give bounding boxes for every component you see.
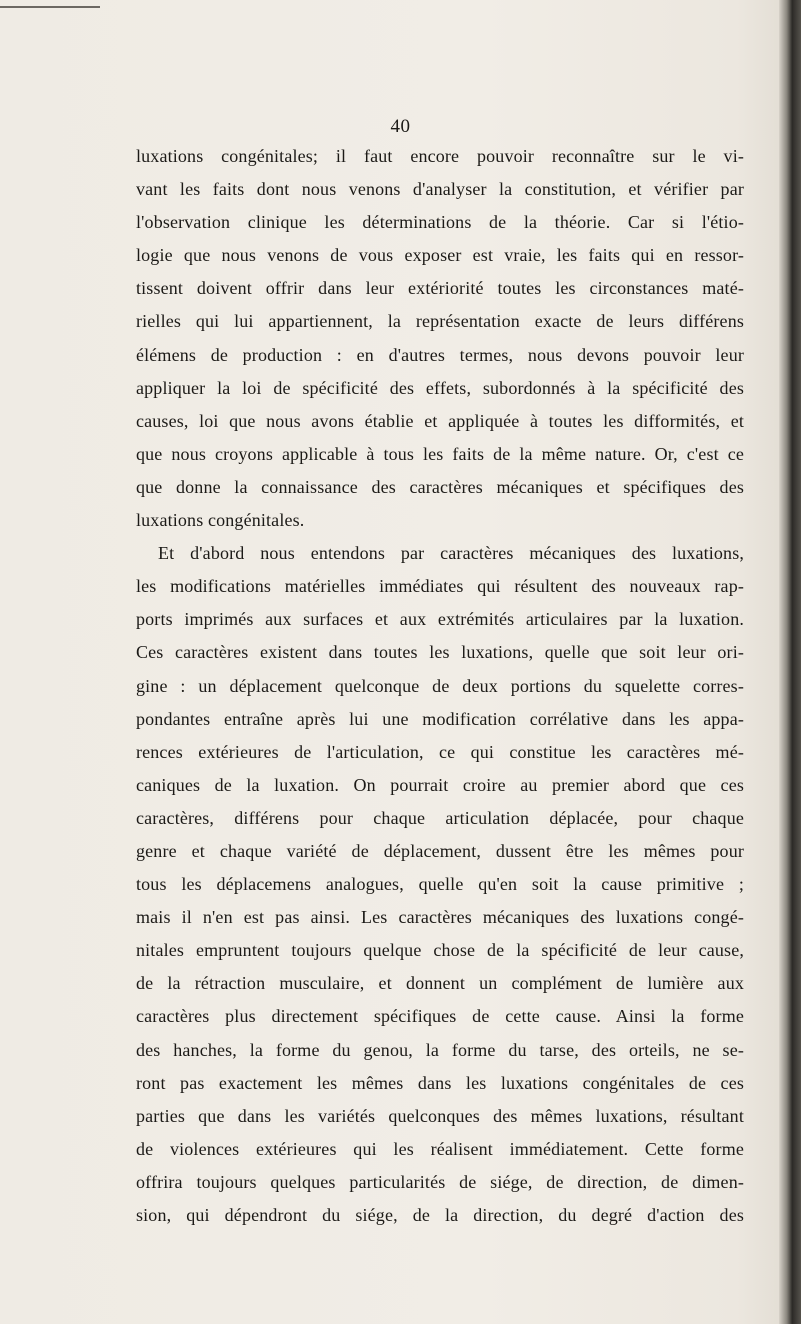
binding-edge (779, 0, 801, 1324)
text-line: parties que dans les variétés quelconques des mêmes luxations, résultant (136, 1105, 744, 1126)
text-line: l'observation clinique les déterminations de la théorie. Car si l'étio- (136, 212, 744, 233)
text-line: les modifications matérielles immédiates qui résultent des nouveaux rap- (136, 576, 744, 597)
text-line: caniques de la luxation. On pourrait croire au premier abord que ces (136, 774, 744, 795)
text-line: Ces caractères existent dans toutes les luxations, quelle que soit leur ori- (136, 642, 744, 663)
text-line: nitales empruntent toujours quelque chose de la spécificité de leur cause, (136, 940, 744, 961)
text-line: luxations congénitales; il faut encore pouvoir reconnaître sur le vi- (136, 146, 744, 166)
text-line: de violences extérieures qui les réalisent immédiatement. Cette forme (136, 1138, 744, 1159)
text-line: causes, loi que nous avons établie et appliquée à toutes les difformités, et (136, 410, 744, 431)
text-line: genre et chaque variété de déplacement, dussent être les mêmes pour (136, 840, 744, 861)
text-line: que nous croyons applicable à tous les faits de la même nature. Or, c'est ce (136, 443, 744, 464)
text-line: caractères plus directement spécifiques de cette cause. Ainsi la forme (136, 1006, 744, 1027)
text-line: caractères, différens pour chaque articulation déplacée, pour chaque (136, 807, 744, 828)
text-line: pondantes entraîne après lui une modification corrélative dans les appa- (136, 708, 744, 729)
text-line: offrira toujours quelques particularités de siége, de direction, de dimen- (136, 1171, 744, 1192)
text-line: appliquer la loi de spécificité des effets, subordonnés à la spécificité des (136, 377, 744, 398)
text-line: rielles qui lui appartiennent, la représentation exacte de leurs différens (136, 311, 744, 332)
text-line: Et d'abord nous entendons par caractères mécaniques des luxations, (158, 543, 744, 564)
text-line: de la rétraction musculaire, et donnent un complément de lumière aux (136, 973, 744, 994)
text-line: ront pas exactement les mêmes dans les luxations congénitales de ces (136, 1072, 744, 1093)
text-line: rences extérieures de l'articulation, ce qui constitue les caractères mé- (136, 741, 744, 762)
text-line: ports imprimés aux surfaces et aux extrémités articulaires par la luxation. (136, 609, 744, 630)
text-line: gine : un déplacement quelconque de deux portions du squelette corres- (136, 675, 744, 696)
text-line: élémens de production : en d'autres termes, nous devons pouvoir leur (136, 344, 744, 365)
body-text (136, 140, 744, 1232)
text-line: des hanches, la forme du genou, la forme du tarse, des orteils, ne se- (136, 1039, 744, 1060)
text-line: luxations congénitales. (136, 510, 305, 531)
text-line: tous les déplacemens analogues, quelle qu'en soit la cause primitive ; (136, 874, 744, 895)
text-line: vant les faits dont nous venons d'analyser la constitution, et vérifier par (136, 179, 744, 200)
text-line: mais il n'en est pas ainsi. Les caractères mécaniques des luxations congé- (136, 907, 744, 928)
text-line: logie que nous venons de vous exposer est vraie, les faits qui en ressor- (136, 245, 744, 266)
text-line: tissent doivent offrir dans leur extériorité toutes les circonstances maté- (136, 278, 744, 299)
text-line: sion, qui dépendront du siége, de la direction, du degré d'action des (136, 1205, 744, 1225)
top-rule (0, 6, 100, 8)
page-number: 40 (390, 116, 411, 137)
text-line: que donne la connaissance des caractères mécaniques et spécifiques des (136, 476, 744, 497)
